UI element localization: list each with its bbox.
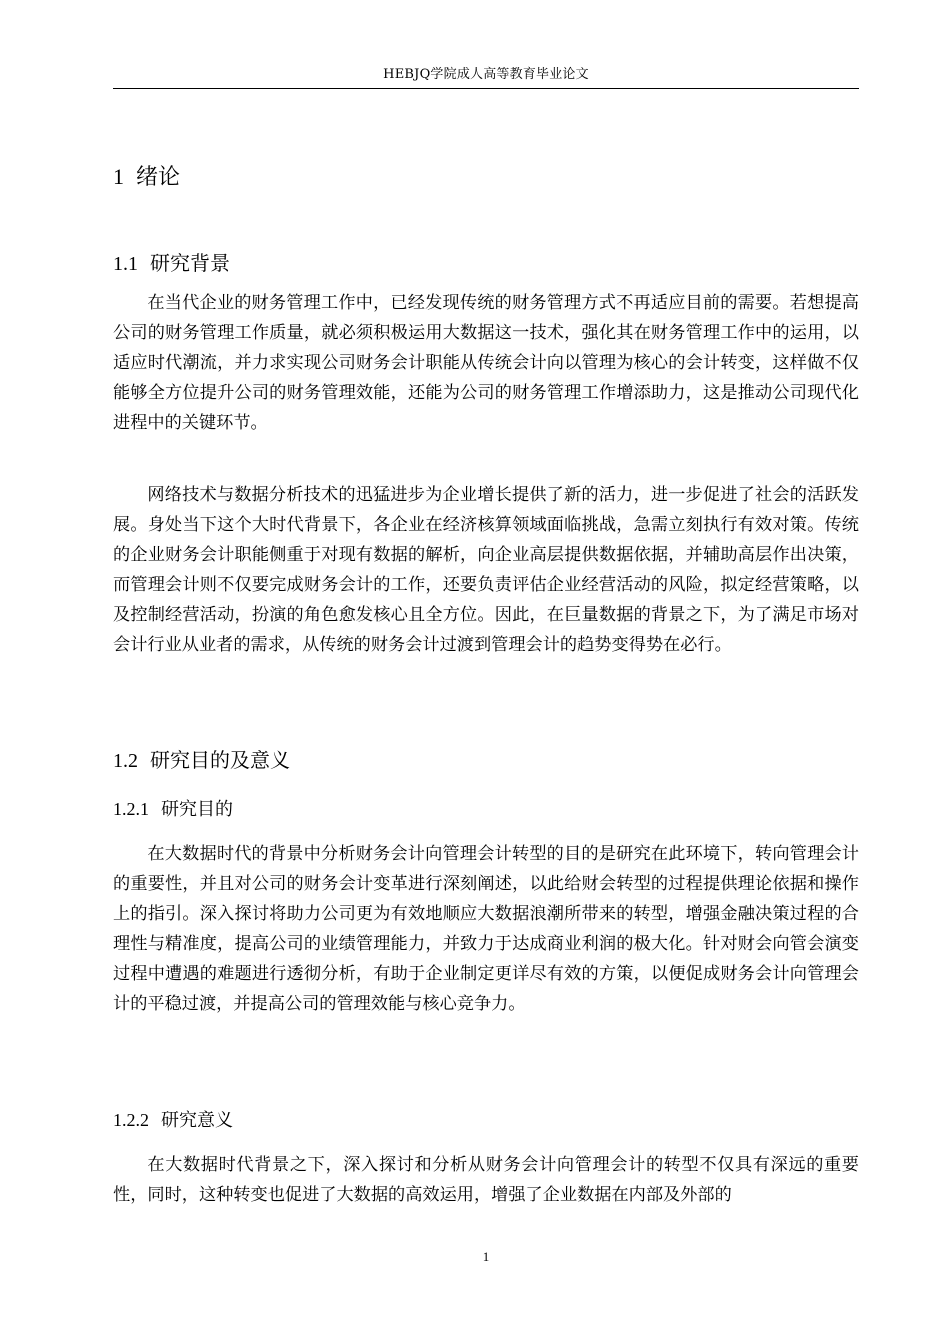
section-heading-1-2 xyxy=(113,745,290,776)
chapter-heading xyxy=(113,160,180,195)
section-title: 研究背景 xyxy=(150,251,230,275)
subsection-heading-1-2-1 xyxy=(113,795,233,824)
subsection-title: 研究意义 xyxy=(161,1110,233,1131)
section-number: 1.1 xyxy=(113,253,138,275)
subsection-heading-1-2-2 xyxy=(113,1106,233,1135)
section-heading-1-1 xyxy=(113,248,230,279)
section-title: 研究目的及意义 xyxy=(150,748,290,772)
page-number: 1 xyxy=(482,1249,490,1264)
running-header: HEBJQ学院成人高等教育毕业论文 xyxy=(383,67,589,82)
paragraph-significance: 在大数据时代背景之下，深入探讨和分析从财务会计向管理会计的转型不仅具有深远的重要性，同时，这种转变也促进了大数据的高效运用，增强了企业数据在内部及外部的 xyxy=(113,1155,859,1205)
paragraph-background-2: 网络技术与数据分析技术的迅猛进步为企业增长提供了新的活力，进一步促进了社会的活跃发展。身处当下这个大时代背景下，各企业在经济核算领域面临挑战，急需立刻执行有效对策。传统的企业财务会计职能侧重于对现有数据的解析，向企业高层提供数据依据，并辅助高层作出决策，而管理会计则不仅要完成财务会计的工作，还要负责评估企业经营活动的风险，拟定经营策略，以及控制经营活动，扮演的角色愈发核心且全方位。因此，在巨量数据的背景之下，为了满足市场对会计行业从业者的需求，从传统的财务会计过渡到管理会计的趋势变得势在必行。 xyxy=(113,485,859,655)
subsection-number: 1.2.1 xyxy=(113,799,149,819)
paragraph-purpose: 在大数据时代的背景中分析财务会计向管理会计转型的目的是研究在此环境下，转向管理会计的重要性，并且对公司的财务会计变革进行深刻阐述，以此给财会转型的过程提供理论依据和操作上的指引。深入探讨将助力公司更为有效地顺应大数据浪潮所带来的转型，增强金融决策过程的合理性与精准度，提高公司的业绩管理能力，并致力于达成商业利润的极大化。针对财会向管会演变过程中遭遇的难题进行透彻分析，有助于企业制定更详尽有效的方策，以便促成财务会计向管理会计的平稳过渡，并提高公司的管理效能与核心竞争力。 xyxy=(113,844,859,1014)
chapter-number: 1 xyxy=(113,164,124,189)
chapter-title: 绪论 xyxy=(136,165,181,190)
section-number: 1.2 xyxy=(113,750,138,772)
paragraph-background-1: 在当代企业的财务管理工作中，已经发现传统的财务管理方式不再适应目前的需要。若想提高公司的财务管理工作质量，就必须积极运用大数据这一技术，强化其在财务管理工作中的运用，以适应时代潮流，并力求实现公司财务会计职能从传统会计向以管理为核心的会计转变，这样做不仅能够全方位提升公司的财务管理效能，还能为公司的财务管理工作增添助力，这是推动公司现代化进程中的关键环节。 xyxy=(113,293,859,433)
subsection-title: 研究目的 xyxy=(161,799,233,820)
subsection-number: 1.2.2 xyxy=(113,1110,149,1130)
header-rule xyxy=(113,88,859,89)
